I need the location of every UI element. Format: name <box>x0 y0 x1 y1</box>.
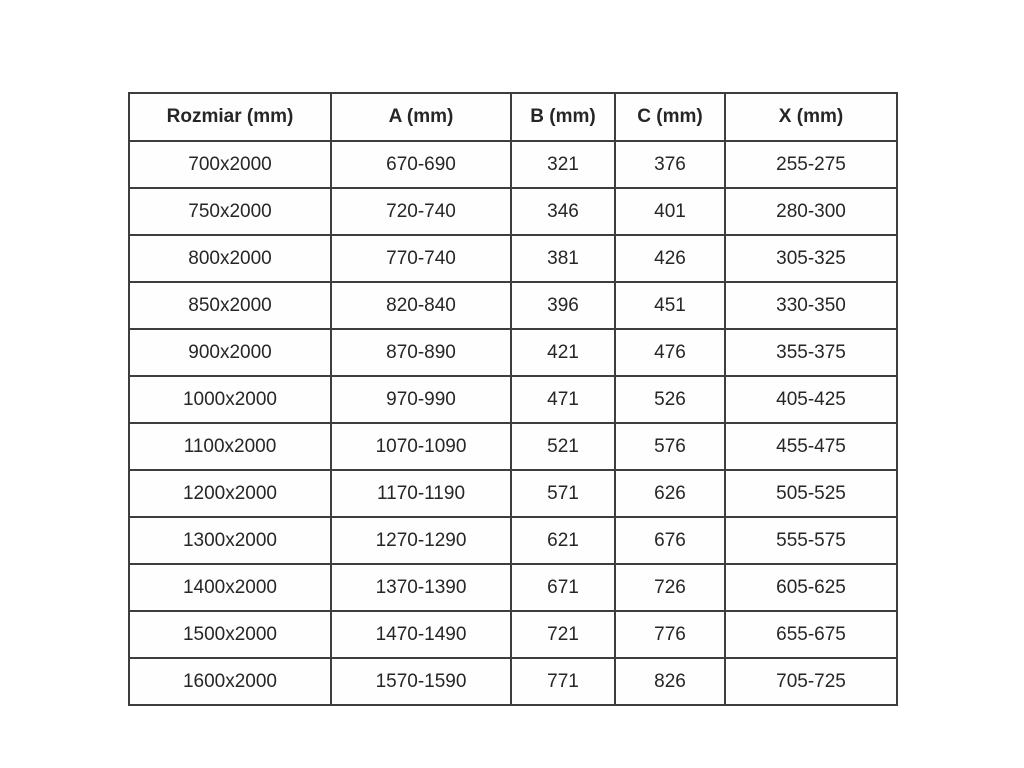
table-cell: 770-740 <box>331 235 511 282</box>
table-row <box>129 376 897 423</box>
table-cell: 676 <box>615 517 725 564</box>
table-cell: 330-350 <box>725 282 897 329</box>
table-cell: 726 <box>615 564 725 611</box>
table-cell: 451 <box>615 282 725 329</box>
table-cell: 720-740 <box>331 188 511 235</box>
table-row <box>129 658 897 705</box>
table-cell: 626 <box>615 470 725 517</box>
table-cell: 900x2000 <box>129 329 331 376</box>
size-chart-table <box>128 92 898 706</box>
header-row <box>129 93 897 141</box>
table-row <box>129 470 897 517</box>
table-cell: 671 <box>511 564 615 611</box>
table-cell: 970-990 <box>331 376 511 423</box>
table-cell: 526 <box>615 376 725 423</box>
column-header: X (mm) <box>725 93 897 141</box>
table-row <box>129 235 897 282</box>
table-cell: 576 <box>615 423 725 470</box>
table-cell: 401 <box>615 188 725 235</box>
table-cell: 800x2000 <box>129 235 331 282</box>
table-cell: 521 <box>511 423 615 470</box>
table-cell: 750x2000 <box>129 188 331 235</box>
table-cell: 571 <box>511 470 615 517</box>
table-cell: 870-890 <box>331 329 511 376</box>
table-cell: 381 <box>511 235 615 282</box>
table-cell: 721 <box>511 611 615 658</box>
column-header: B (mm) <box>511 93 615 141</box>
table-cell: 1170-1190 <box>331 470 511 517</box>
table-cell: 670-690 <box>331 141 511 188</box>
table-cell: 1500x2000 <box>129 611 331 658</box>
table-cell: 405-425 <box>725 376 897 423</box>
table-row <box>129 329 897 376</box>
table-cell: 820-840 <box>331 282 511 329</box>
table-cell: 1000x2000 <box>129 376 331 423</box>
table-cell: 621 <box>511 517 615 564</box>
table-cell: 1400x2000 <box>129 564 331 611</box>
column-header: A (mm) <box>331 93 511 141</box>
table-cell: 1300x2000 <box>129 517 331 564</box>
table-cell: 421 <box>511 329 615 376</box>
table-cell: 476 <box>615 329 725 376</box>
table-row <box>129 611 897 658</box>
table-row <box>129 188 897 235</box>
table-row <box>129 282 897 329</box>
table-cell: 705-725 <box>725 658 897 705</box>
table-row <box>129 423 897 470</box>
table-cell: 826 <box>615 658 725 705</box>
table-cell: 850x2000 <box>129 282 331 329</box>
table-cell: 1070-1090 <box>331 423 511 470</box>
table-cell: 555-575 <box>725 517 897 564</box>
table-cell: 280-300 <box>725 188 897 235</box>
table-cell: 1570-1590 <box>331 658 511 705</box>
table-cell: 1600x2000 <box>129 658 331 705</box>
table-row <box>129 141 897 188</box>
table-cell: 655-675 <box>725 611 897 658</box>
table-cell: 455-475 <box>725 423 897 470</box>
table-cell: 355-375 <box>725 329 897 376</box>
table-cell: 1200x2000 <box>129 470 331 517</box>
table-cell: 700x2000 <box>129 141 331 188</box>
table-body <box>129 141 897 705</box>
table-cell: 396 <box>511 282 615 329</box>
table-row <box>129 564 897 611</box>
table-cell: 376 <box>615 141 725 188</box>
table-cell: 605-625 <box>725 564 897 611</box>
table-cell: 321 <box>511 141 615 188</box>
table-cell: 255-275 <box>725 141 897 188</box>
column-header: C (mm) <box>615 93 725 141</box>
column-header: Rozmiar (mm) <box>129 93 331 141</box>
table-cell: 776 <box>615 611 725 658</box>
table-cell: 505-525 <box>725 470 897 517</box>
table-row <box>129 517 897 564</box>
table-cell: 471 <box>511 376 615 423</box>
table-cell: 771 <box>511 658 615 705</box>
table-cell: 346 <box>511 188 615 235</box>
table-cell: 1470-1490 <box>331 611 511 658</box>
table-cell: 1270-1290 <box>331 517 511 564</box>
table-cell: 1100x2000 <box>129 423 331 470</box>
table-cell: 426 <box>615 235 725 282</box>
table-cell: 305-325 <box>725 235 897 282</box>
table-cell: 1370-1390 <box>331 564 511 611</box>
table-header <box>129 93 897 141</box>
